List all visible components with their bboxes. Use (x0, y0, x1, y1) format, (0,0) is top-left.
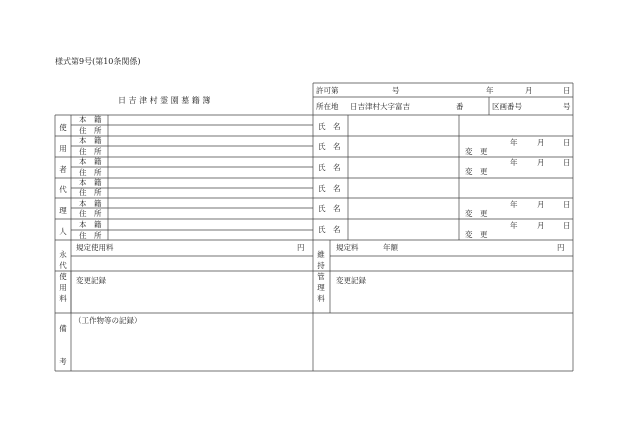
side-label-remarks: 備 考 (59, 324, 67, 366)
change-day: 日 (563, 138, 571, 147)
change-day: 日 (563, 158, 571, 167)
fee-label: 規定使用料 (76, 243, 114, 252)
permit-day: 日 (563, 86, 571, 95)
jusho-label: 住 所 (79, 231, 102, 240)
name-label: 氏 名 (318, 204, 341, 213)
name-label: 氏 名 (318, 184, 341, 193)
side-label-agent: 代 理 人 (59, 185, 67, 236)
maintenance-change-record: 変更記録 (336, 276, 366, 285)
honseki-label: 本 籍 (79, 157, 102, 166)
honseki-label: 本 籍 (79, 220, 102, 229)
fee-unit: 円 (297, 243, 305, 252)
maintenance-annual: 年額 (383, 243, 398, 252)
change-year: 年 (510, 221, 518, 230)
location-label: 所在地 (316, 102, 339, 111)
jusho-label: 住 所 (79, 188, 102, 197)
jusho-label: 住 所 (79, 147, 102, 156)
change-label: 変 更 (465, 209, 488, 218)
change-month: 月 (537, 221, 545, 230)
location-ban: 番 (456, 102, 464, 111)
change-month: 月 (537, 158, 545, 167)
location-value: 日吉津村大字富吉 (350, 102, 410, 111)
plot-suffix: 号 (563, 102, 571, 111)
change-label: 変 更 (465, 167, 488, 176)
permit-label: 許可第 (316, 86, 339, 95)
honseki-label: 本 籍 (79, 136, 102, 145)
page-title: 日 吉 津 村 霊 園 墓 籍 簿 (118, 96, 211, 105)
jusho-label: 住 所 (79, 126, 102, 135)
fee-change-record: 変更記録 (76, 276, 106, 285)
honseki-label: 本 籍 (79, 115, 102, 124)
change-day: 日 (563, 200, 571, 209)
change-day: 日 (563, 221, 571, 230)
form-number: 様式第9号(第10条関係) (55, 57, 141, 66)
change-month: 月 (537, 138, 545, 147)
remarks-note: （工作物等の記録） (74, 316, 142, 325)
name-label: 氏 名 (318, 225, 341, 234)
jusho-label: 住 所 (79, 209, 102, 218)
honseki-label: 本 籍 (79, 178, 102, 187)
maintenance-unit: 円 (557, 243, 565, 252)
name-label: 氏 名 (318, 122, 341, 131)
honseki-label: 本 籍 (79, 199, 102, 208)
change-year: 年 (510, 138, 518, 147)
name-label: 氏 名 (318, 163, 341, 172)
side-label-user: 使 用 者 (59, 123, 67, 174)
change-label: 変 更 (465, 230, 488, 239)
plot-label: 区画番号 (492, 102, 522, 111)
side-label-fee: 永 代 使 用 料 (59, 250, 67, 303)
change-label: 変 更 (465, 147, 488, 156)
permit-number-suffix: 号 (392, 86, 400, 95)
maintenance-label: 規定料 (336, 243, 359, 252)
side-label-maintenance: 維 持 管 理 料 (317, 250, 325, 303)
name-label: 氏 名 (318, 142, 341, 151)
jusho-label: 住 所 (79, 168, 102, 177)
change-year: 年 (510, 200, 518, 209)
change-month: 月 (537, 200, 545, 209)
change-year: 年 (510, 158, 518, 167)
permit-year: 年 (486, 86, 494, 95)
permit-month: 月 (525, 86, 533, 95)
